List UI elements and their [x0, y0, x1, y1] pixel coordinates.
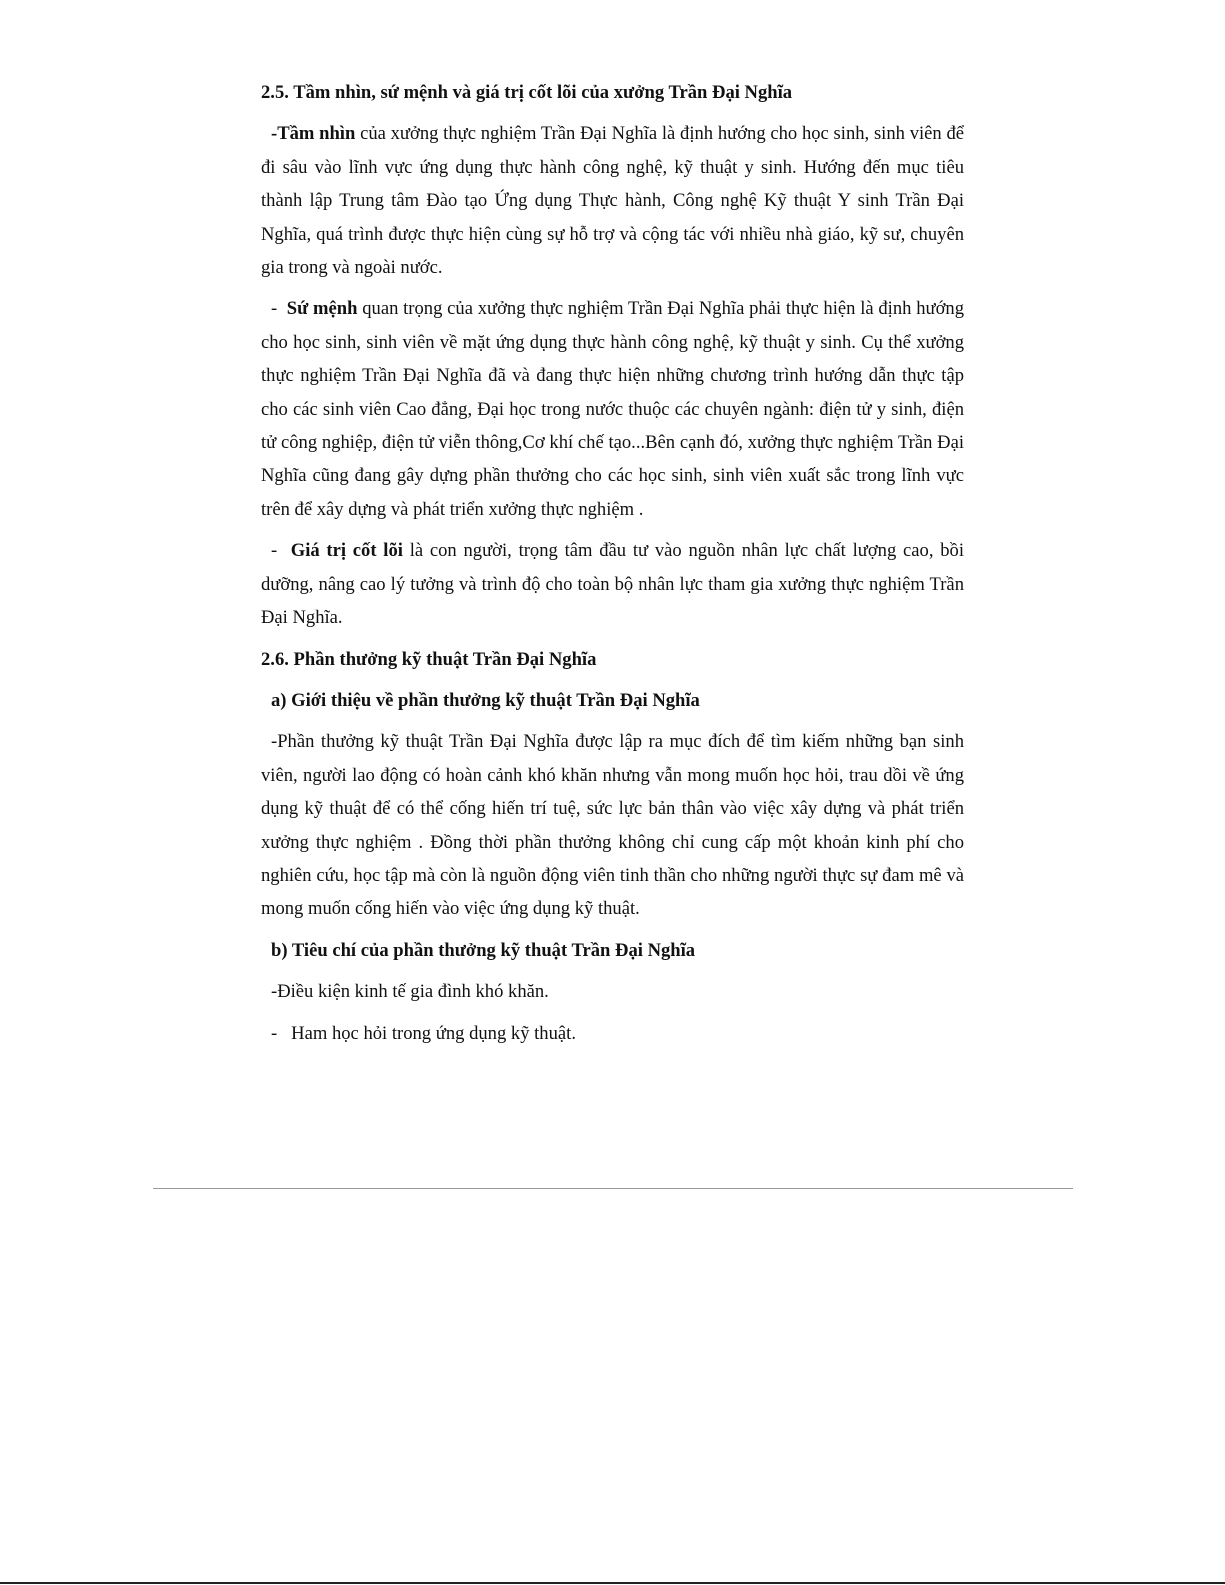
- section-2-6-heading: 2.6. Phần thưởng kỹ thuật Trần Đại Nghĩa: [261, 648, 597, 670]
- core-values-lead: Giá trị cốt lõi: [290, 540, 403, 562]
- mission-paragraph: [261, 292, 964, 526]
- criteria-item-1: -Điều kiện kinh tế gia đình khó khăn.: [271, 981, 549, 1003]
- section-2-5-heading: 2.5. Tầm nhìn, sứ mệnh và giá trị cốt lõi của xưởng Trần Đại Nghĩa: [261, 82, 793, 103]
- vision-lead: -Tầm nhìn: [271, 123, 356, 145]
- core-values-dash: -: [271, 540, 278, 562]
- criteria-item-2: [261, 1017, 964, 1050]
- mission-lead: Sứ mệnh: [286, 298, 358, 320]
- vision-paragraph: [261, 117, 964, 284]
- document-body: [261, 76, 964, 1058]
- page-divider: [153, 1188, 1073, 1189]
- page-bottom-edge: [0, 1582, 1225, 1584]
- vision-text: của xưởng thực nghiệm Trần Đại Nghĩa là định hướng cho học sinh, sinh viên để đi sâu vào lĩnh vực ứng dụng thực hành công nghệ, kỹ thuật y sinh. Hướng đến mục tiêu thành lập Trung tâm Đào tạo Ứng dụng Thực hành, Công nghệ Kỹ thuật Y sinh Trần Đại Nghĩa, quá trình được thực hiện cùng sự hỗ trợ và cộng tác với nhiều nhà giáo, kỹ sư, chuyên gia trong và ngoài nước.: [261, 123, 964, 279]
- mission-dash: -: [271, 298, 278, 320]
- core-values-paragraph: [261, 534, 964, 634]
- subsection-a-heading: a) Giới thiệu về phần thưởng kỹ thuật Trần Đại Nghĩa: [271, 689, 700, 711]
- mission-text: quan trọng của xưởng thực nghiệm Trần Đại Nghĩa phải thực hiện là định hướng cho học sinh, sinh viên về mặt ứng dụng thực hành công nghệ, kỹ thuật y sinh. Cụ thể xưởng thực nghiệm Trần Đại Nghĩa đã và đang thực hiện những chương trình hướng dẫn thực tập cho các sinh viên Cao đẳng, Đại học trong nước thuộc các chuyên ngành: điện tử y sinh, điện tử công nghiệp, điện tử viễn thông,Cơ khí chế tạo...Bên cạnh đó, xưởng thực nghiệm Trần Đại Nghĩa cũng đang gây dựng phần thưởng cho các học sinh, sinh viên xuất sắc trong lĩnh vực trên để xây dựng và phát triển xưởng thực nghiệm .: [261, 298, 965, 520]
- criteria-2-dash: -: [271, 1022, 278, 1044]
- award-intro-paragraph: -Phần thưởng kỹ thuật Trần Đại Nghĩa được lập ra mục đích để tìm kiếm những bạn sinh viên, người lao động có hoàn cảnh khó khăn nhưng vẫn mong muốn học hỏi, trau dồi về ứng dụng kỹ thuật để có thể cống hiến trí tuệ, sức lực bản thân vào việc xây dựng và phát triển xưởng thực nghiệm . Đồng thời phần thưởng không chỉ cung cấp một khoản kinh phí cho nghiên cứu, học tập mà còn là nguồn động viên tinh thần cho những người thực sự đam mê và mong muốn cống hiến vào việc ứng dụng kỹ thuật.: [261, 731, 964, 920]
- subsection-b-heading: b) Tiêu chí của phần thưởng kỹ thuật Trần Đại Nghĩa: [271, 939, 696, 961]
- core-values-text: là con người, trọng tâm đầu tư vào nguồn nhân lực chất lượng cao, bồi dưỡng, nâng cao lý tưởng và trình độ cho toàn bộ nhân lực tham gia xưởng thực nghiệm Trần Đại Nghĩa.: [261, 540, 964, 629]
- criteria-2-text: Ham học hỏi trong ứng dụng kỹ thuật.: [291, 1022, 576, 1044]
